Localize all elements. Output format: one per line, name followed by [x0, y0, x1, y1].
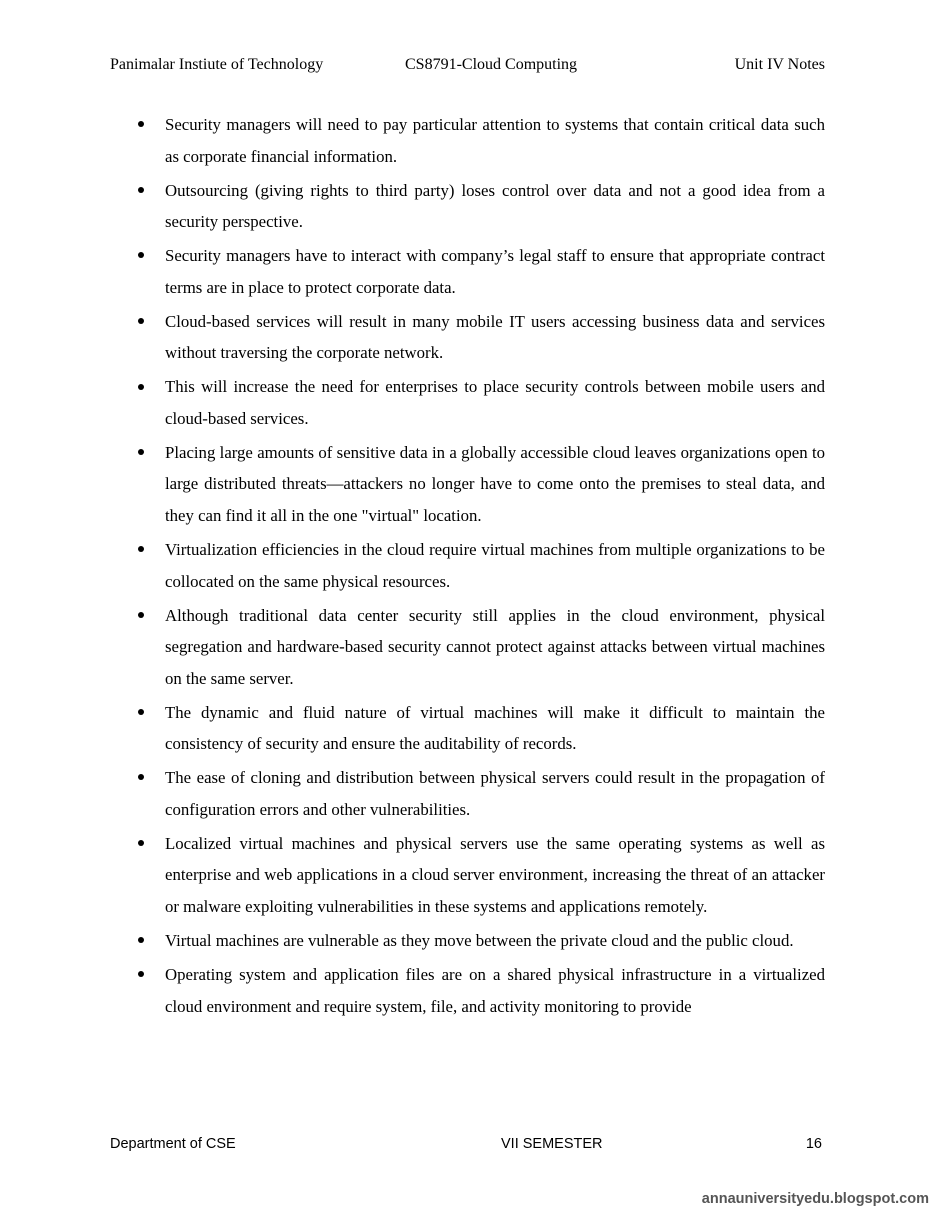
bullet-icon: [138, 600, 148, 632]
list-item: [110, 828, 825, 923]
bullet-icon: [138, 925, 148, 957]
list-item-text: Virtual machines are vulnerable as they move between the private cloud and the public cloud.: [165, 931, 794, 951]
bullet-icon: [138, 762, 148, 794]
list-item: [110, 600, 825, 695]
bullet-icon: [138, 828, 148, 860]
list-item: [110, 697, 825, 760]
list-item: [110, 371, 825, 434]
list-item-text: Virtualization efficiencies in the cloud require virtual machines from multiple organizations to be collocated on the same physical resources.: [165, 540, 825, 591]
list-item-text: This will increase the need for enterprises to place security controls between mobile users and cloud-based services.: [165, 377, 825, 428]
header-institution: Panimalar Instiute of Technology: [110, 56, 324, 73]
list-item-text: Operating system and application files are on a shared physical infrastructure in a virtualized cloud environment and require system, file, and activity monitoring to provide: [165, 965, 825, 1016]
list-item: [110, 925, 825, 957]
header-course: CS8791-Cloud Computing: [405, 56, 578, 73]
bullet-icon: [138, 109, 148, 141]
list-item: [110, 437, 825, 532]
list-item: [110, 762, 825, 825]
list-item: [110, 240, 825, 303]
page-footer: [110, 1136, 825, 1158]
list-item-text: Security managers will need to pay particular attention to systems that contain critical data such as corporate financial information.: [165, 115, 825, 166]
footer-semester: VII SEMESTER: [501, 1136, 603, 1152]
list-item: [110, 959, 825, 1022]
list-item: [110, 175, 825, 238]
header-unit: Unit IV Notes: [734, 56, 825, 73]
list-item-text: Security managers have to interact with company’s legal staff to ensure that appropriate contract terms are in place to protect corporate data.: [165, 246, 825, 297]
list-item-text: Outsourcing (giving rights to third party) loses control over data and not a good idea from a security perspective.: [165, 180, 825, 232]
bullet-icon: [138, 371, 148, 403]
list-item: [110, 109, 825, 172]
bullet-icon: [138, 437, 148, 469]
list-item-text: The ease of cloning and distribution between physical servers could result in the propagation of configuration errors and other vulnerabilities.: [165, 768, 825, 819]
list-item-text: Localized virtual machines and physical servers use the same operating systems as well as enterprise and web applications in a cloud server environment, increasing the threat of an attacker or malware exploiting vulnerabilities in these systems and applications remotely.: [165, 833, 825, 916]
watermark-url: annauniversityedu.blogspot.com: [701, 1191, 929, 1207]
bullet-icon: [138, 959, 148, 991]
bullet-icon: [138, 697, 148, 729]
list-item-text: Although traditional data center security still applies in the cloud environment, physical segregation and hardware-based security cannot protect against attacks between virtual machines on the same server.: [165, 605, 825, 688]
bullet-icon: [138, 534, 148, 566]
page-number: 16: [805, 1136, 822, 1152]
page-body: [110, 109, 825, 1025]
bullet-icon: [138, 175, 148, 207]
list-item: [110, 306, 825, 369]
bullet-icon: [138, 240, 148, 272]
footer-department: Department of CSE: [110, 1136, 236, 1152]
bullet-icon: [138, 306, 148, 338]
list-item-text: Cloud-based services will result in many mobile IT users accessing business data and services without traversing the corporate network.: [165, 311, 825, 363]
list-item-text: Placing large amounts of sensitive data in a globally accessible cloud leaves organizations open to large distributed threats—attackers no longer have to come onto the premises to steal data, and they can find it all in the one "virtual" location.: [165, 442, 825, 525]
bullet-list: [110, 109, 825, 1022]
page-header: [110, 56, 825, 78]
list-item: [110, 534, 825, 597]
list-item-text: The dynamic and fluid nature of virtual machines will make it difficult to maintain the consistency of security and ensure the auditability of records.: [165, 702, 825, 754]
